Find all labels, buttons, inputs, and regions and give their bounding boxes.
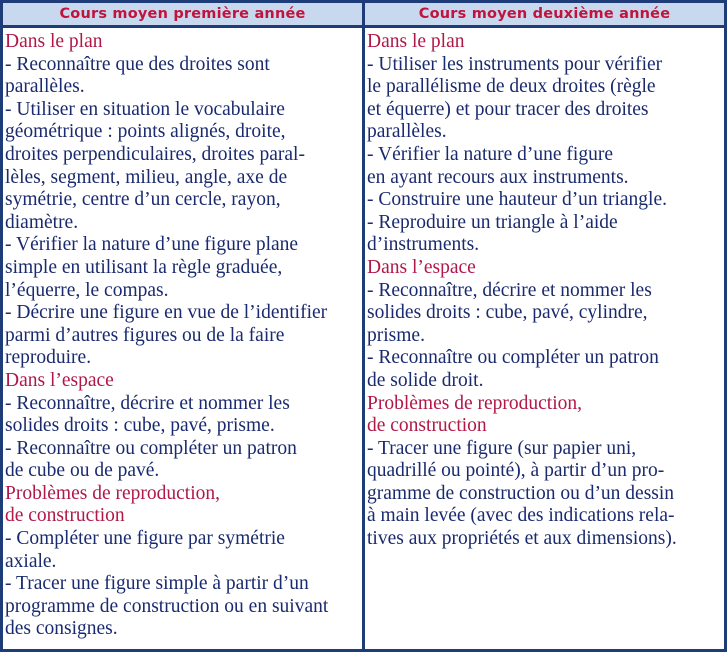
section-heading: Dans le plan — [5, 31, 103, 52]
text-line: gramme de construction ou d’un dessin — [367, 482, 675, 504]
section-heading: de construction — [5, 505, 125, 527]
text-line: - Tracer une figure simple à partir d’un — [5, 573, 309, 595]
column-body-cm2 — [365, 28, 724, 649]
text-line: géométrique : points alignés, droite, — [5, 121, 286, 143]
text-line: symétrie, centre d’un cercle, rayon, — [5, 189, 281, 211]
text-line: en ayant recours aux instruments. — [367, 166, 629, 188]
text-line: le parallélisme de deux droites (règle — [367, 76, 656, 98]
text-line: l’équerre, le compas. — [5, 279, 169, 301]
text-line: - Vérifier la nature d’une figure plane — [5, 234, 299, 256]
text-line: d’instruments. — [367, 234, 480, 256]
column-cm1 — [3, 0, 362, 652]
text-line: diamètre. — [5, 211, 79, 233]
text-line: et équerre) et pour tracer des droites — [367, 98, 649, 120]
text-line: solides droits : cube, pavé, cylindre, — [367, 302, 648, 324]
text-line: parallèles. — [5, 76, 85, 98]
section-heading: Dans le plan — [367, 31, 465, 52]
column-text-cm1 — [5, 31, 360, 641]
text-line: - Construire une hauteur d’un triangle. — [367, 189, 667, 211]
text-line: parmi d’autres figures ou de la faire — [5, 324, 285, 346]
text-line: droites perpendiculaires, droites paral- — [5, 143, 305, 165]
text-line: des consignes. — [5, 618, 118, 640]
text-line: - Décrire une figure en vue de l’identifier — [5, 302, 328, 324]
column-cm2 — [365, 0, 724, 652]
text-line: - Compléter une figure par symétrie — [5, 528, 285, 550]
text-line: reproduire. — [5, 347, 92, 369]
text-line: - Tracer une figure (sur papier uni, — [367, 437, 637, 459]
text-line: quadrillé ou pointé), à partir d’un pro- — [367, 460, 665, 482]
text-line: - Utiliser les instruments pour vérifier — [367, 53, 663, 75]
column-body-cm1 — [3, 28, 362, 649]
section-heading: Dans l’espace — [5, 369, 114, 391]
text-line: parallèles. — [367, 121, 447, 143]
text-line: prisme. — [367, 324, 425, 346]
text-line: - Utiliser en situation le vocabulaire — [5, 98, 285, 120]
text-line: de solide droit. — [367, 369, 484, 391]
text-line: - Vérifier la nature d’une figure — [367, 143, 613, 165]
column-header-cm1: Cours moyen première année — [3, 3, 362, 25]
section-heading: Problèmes de reproduction, — [5, 482, 220, 504]
text-line: - Reconnaître ou compléter un patron — [367, 347, 659, 369]
text-line: lèles, segment, milieu, angle, axe de — [5, 166, 288, 188]
section-heading: Dans l’espace — [367, 256, 476, 278]
text-line: programme de construction ou en suivant — [5, 595, 329, 617]
text-line: - Reconnaître que des droites sont — [5, 53, 270, 75]
text-line: solides droits : cube, pavé, prisme. — [5, 415, 275, 437]
text-line: - Reproduire un triangle à l’aide — [367, 211, 618, 233]
text-line: à main levée (avec des indications rela- — [367, 505, 675, 527]
text-line: simple en utilisant la règle graduée, — [5, 256, 283, 278]
text-line: tives aux propriétés et aux dimensions). — [367, 528, 677, 550]
column-header-cm2: Cours moyen deuxième année — [365, 3, 724, 25]
text-line: - Reconnaître ou compléter un patron — [5, 437, 297, 459]
column-text-cm2 — [367, 31, 722, 551]
section-heading: de construction — [367, 415, 487, 437]
section-heading: Problèmes de reproduction, — [367, 392, 582, 414]
text-line: - Reconnaître, décrire et nommer les — [5, 392, 290, 414]
text-line: de cube ou de pavé. — [5, 460, 160, 482]
text-line: axiale. — [5, 550, 57, 572]
text-line: - Reconnaître, décrire et nommer les — [367, 279, 652, 301]
